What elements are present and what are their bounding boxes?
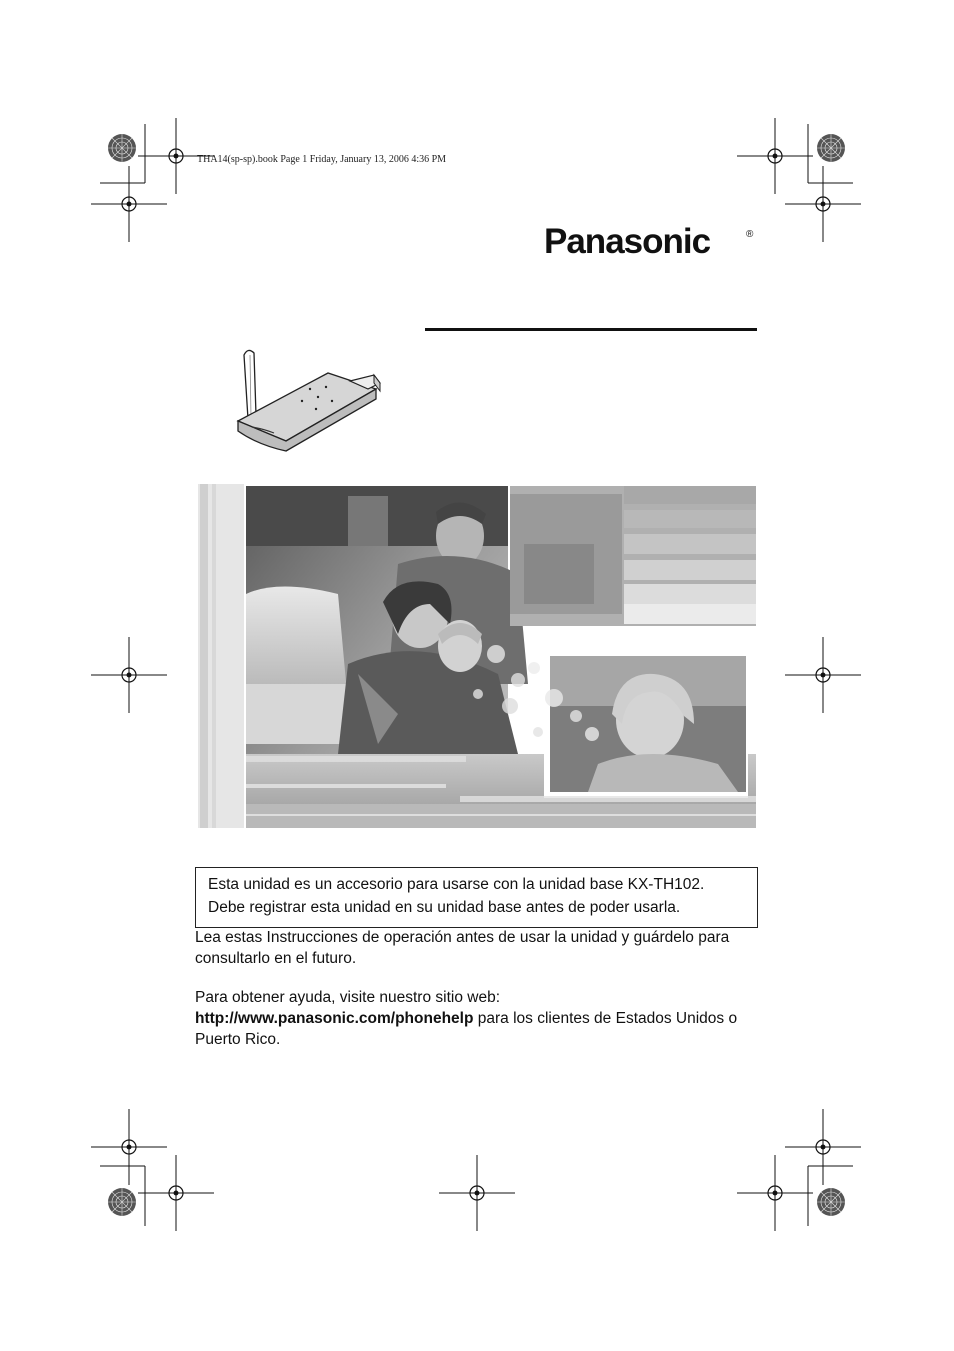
help-paragraph [195,987,765,1050]
help-line [195,1008,765,1050]
help-intro-text: Para obtener ayuda, visite nuestro sitio web: [195,989,501,1006]
registered-mark: ® [746,229,754,240]
registration-target-icon [817,1188,845,1216]
registration-target-icon [108,1188,136,1216]
family-photo [198,484,756,828]
read-instructions-text: Lea estas Instrucciones de operación antes de usar la unidad y guárdelo para consultarlo en el futuro. [195,929,730,967]
print-info-line: THA14(sp-sp).book Page 1 Friday, January 13, 2006 4:36 PM [197,154,447,165]
registration-target-icon [108,134,136,162]
help-url-link[interactable]: http://www.panasonic.com/phonehelp [195,1010,474,1027]
usb-adaptor-illustration [228,345,388,455]
title-rule [425,328,757,331]
accessory-notice-box: Esta unidad es un accesorio para usarse con la unidad base KX-TH102. Debe registrar esta unidad en su unidad base antes de poder usarla. [195,867,758,928]
help-suffix-text: para los clientes de Estados Unidos o Puerto Rico. [195,1010,738,1048]
panasonic-logo: Panasonic [544,222,711,261]
registration-target-icon [817,134,845,162]
